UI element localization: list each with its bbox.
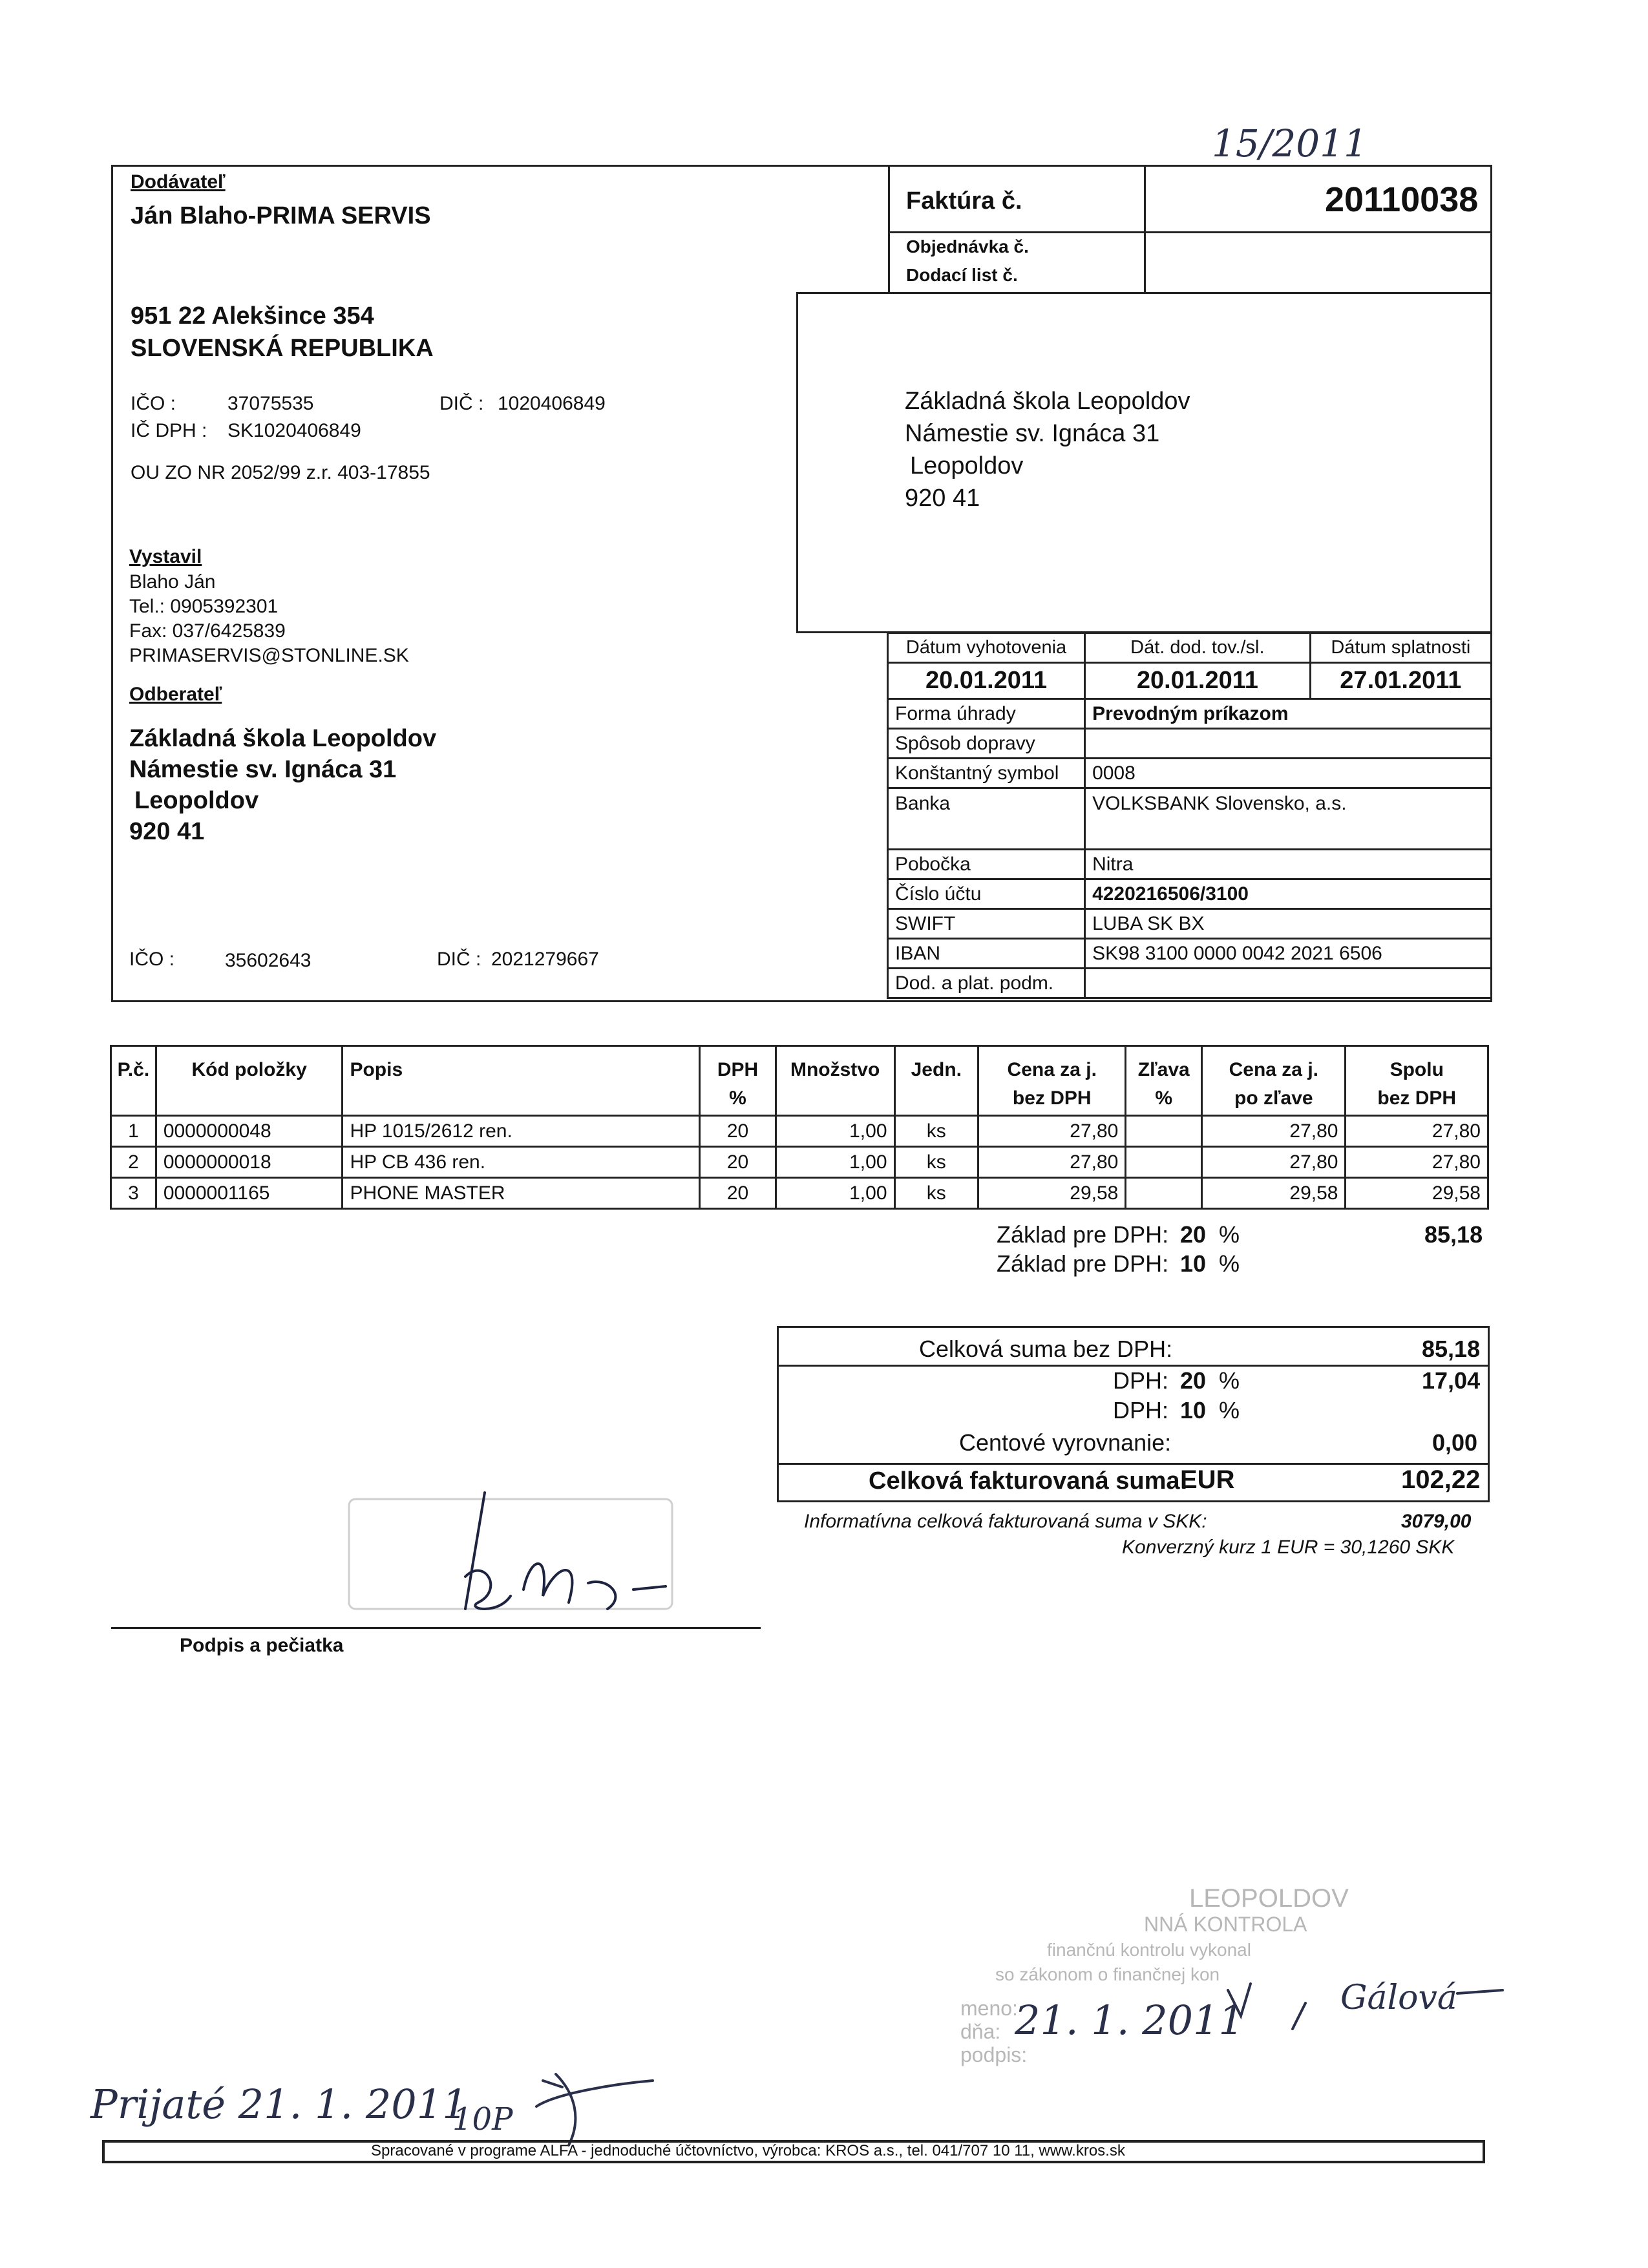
footer-text: Spracované v programe ALFA - jednoduché účtovníctvo, výrobca: KROS a.s., tel. 041/707 10 11, www.kros.sk bbox=[371, 2142, 1125, 2159]
payment-row: Dod. a plat. podm. bbox=[888, 969, 1492, 998]
col-header-code: Kód položky bbox=[156, 1046, 343, 1116]
delivery-date: 20.01.2011 bbox=[1085, 663, 1311, 699]
delivery-date-label: Dát. dod. tov./sl. bbox=[1085, 633, 1311, 663]
payment-row: Konštantný symbol 0008 bbox=[888, 759, 1492, 788]
handwritten-reference: 15/2011 bbox=[1212, 121, 1368, 165]
col-header-unit: Jedn. bbox=[894, 1046, 978, 1116]
grand-total-currency: EUR bbox=[1180, 1465, 1235, 1494]
tax-base-pct-1: % bbox=[1219, 1221, 1240, 1248]
col-header-vat: DPH % bbox=[700, 1046, 776, 1116]
customer-name: Základná škola Leopoldov bbox=[129, 725, 437, 752]
supplier-address-2: SLOVENSKÁ REPUBLIKA bbox=[131, 335, 434, 362]
customer-city: Leopoldov bbox=[134, 787, 259, 814]
due-date-label: Dátum splatnosti bbox=[1310, 633, 1491, 663]
recipient-line-2: Námestie sv. Ignáca 31 bbox=[905, 420, 1160, 447]
stamp-line-2: NNÁ KONTROLA bbox=[1144, 1913, 1307, 1936]
grand-total-value: 102,22 bbox=[1401, 1465, 1481, 1494]
stamp-podpis: podpis: bbox=[960, 2043, 1028, 2066]
col-header-qty: Množstvo bbox=[776, 1046, 894, 1116]
payment-info-table bbox=[887, 632, 1492, 999]
stamp-line-1: LEOPOLDOV bbox=[1189, 1884, 1349, 1913]
items-table bbox=[110, 1045, 1489, 1210]
col-header-price: Cena za j. bez DPH bbox=[978, 1046, 1126, 1116]
issued-by-email: PRIMASERVIS@STONLINE.SK bbox=[129, 645, 409, 666]
tax-base-rate-1: 20 bbox=[1180, 1221, 1207, 1248]
tax-base-label-2: Základ pre DPH: bbox=[997, 1250, 1169, 1277]
payment-row: Forma úhrady Prevodným príkazom bbox=[888, 699, 1492, 729]
recipient-line-4: 920 41 bbox=[905, 485, 980, 512]
issued-by-tel: Tel.: 0905392301 bbox=[129, 596, 279, 617]
issued-by-fax: Fax: 037/6425839 bbox=[129, 620, 286, 642]
issue-date-label: Dátum vyhotovenia bbox=[888, 633, 1085, 663]
customer-ico-label: IČO : bbox=[129, 949, 175, 970]
handwritten-check-name: Gálová bbox=[1340, 1979, 1457, 2017]
handwritten-marks bbox=[1215, 1977, 1512, 2035]
tax-base-value-1: 85,18 bbox=[1424, 1221, 1483, 1248]
tax-base-pct-2: % bbox=[1219, 1250, 1240, 1277]
payment-row: SWIFT LUBA SK BX bbox=[888, 909, 1492, 939]
due-date: 27.01.2011 bbox=[1310, 663, 1491, 699]
col-header-total: Spolu bez DPH bbox=[1346, 1046, 1488, 1116]
supplier-icdph: SK1020406849 bbox=[227, 420, 361, 441]
table-row: 2 0000000018 HP CB 436 ren. 20 1,00 ks 27,80 27,80 27,80 bbox=[111, 1147, 1488, 1178]
col-header-no: P.č. bbox=[111, 1046, 156, 1116]
supplier-register: OU ZO NR 2052/99 z.r. 403-17855 bbox=[131, 462, 430, 483]
total-ex-vat-label: Celková suma bez DPH: bbox=[919, 1336, 1173, 1362]
vat-rate-2: 10 bbox=[1180, 1397, 1207, 1423]
col-header-discount: Zľava % bbox=[1126, 1046, 1202, 1116]
vat-label-1: DPH: bbox=[1113, 1367, 1169, 1394]
payment-row: Banka VOLKSBANK Slovensko, a.s. bbox=[888, 788, 1492, 850]
vat-pct-2: % bbox=[1219, 1397, 1240, 1423]
table-row: 1 0000000048 HP 1015/2612 ren. 20 1,00 ks 27,80 27,80 27,80 bbox=[111, 1116, 1488, 1147]
payment-row: Spôsob dopravy bbox=[888, 729, 1492, 759]
skk-label: Informatívna celková fakturovaná suma v SKK: bbox=[804, 1511, 1207, 1532]
stamp-dna: dňa: bbox=[960, 2020, 1001, 2043]
supplier-ico: 37075535 bbox=[227, 393, 314, 414]
col-header-price-after: Cena za j. po zľave bbox=[1202, 1046, 1346, 1116]
supplier-signature-and-stamp bbox=[336, 1480, 698, 1622]
customer-ico: 35602643 bbox=[225, 950, 312, 971]
supplier-address-1: 951 22 Alekšince 354 bbox=[131, 302, 374, 330]
signature-line bbox=[111, 1627, 761, 1629]
col-header-desc: Popis bbox=[343, 1046, 700, 1116]
payment-row: Pobočka Nitra bbox=[888, 850, 1492, 879]
vat-label-2: DPH: bbox=[1113, 1397, 1169, 1423]
supplier-dic-label: DIČ : bbox=[439, 393, 484, 414]
grand-total-label: Celková fakturovaná suma: bbox=[869, 1467, 1188, 1495]
rounding-value: 0,00 bbox=[1432, 1429, 1478, 1456]
payment-row: IBAN SK98 3100 0000 0042 2021 6506 bbox=[888, 939, 1492, 969]
vat-rate-1: 20 bbox=[1180, 1367, 1207, 1394]
issued-by-name: Blaho Ján bbox=[129, 571, 216, 593]
conversion-rate-note: Konverzný kurz 1 EUR = 30,1260 SKK bbox=[1122, 1537, 1455, 1558]
handwritten-received-date: Prijaté 21. 1. 2011 bbox=[90, 2081, 468, 2128]
signature-label: Podpis a pečiatka bbox=[180, 1635, 344, 1656]
issue-date: 20.01.2011 bbox=[888, 663, 1085, 699]
customer-dic-label: DIČ : bbox=[437, 949, 481, 970]
recipient-line-1: Základná škola Leopoldov bbox=[905, 388, 1190, 415]
customer-dic: 2021279667 bbox=[491, 949, 599, 970]
recipient-box bbox=[796, 292, 1492, 633]
supplier-icdph-label: IČ DPH : bbox=[131, 420, 207, 441]
recipient-line-3: Leopoldov bbox=[910, 452, 1024, 479]
tax-base-label-1: Základ pre DPH: bbox=[997, 1221, 1169, 1248]
delivery-note-label: Dodací list č. bbox=[906, 265, 1018, 285]
total-ex-vat: 85,18 bbox=[1422, 1336, 1481, 1362]
skk-value: 3079,00 bbox=[1401, 1511, 1472, 1532]
table-row: 3 0000001165 PHONE MASTER 20 1,00 ks 29,58 29,58 29,58 bbox=[111, 1178, 1488, 1209]
vat-pct-1: % bbox=[1219, 1367, 1240, 1394]
customer-zip: 920 41 bbox=[129, 818, 205, 845]
invoice-label: Faktúra č. bbox=[906, 187, 1022, 215]
supplier-ico-label: IČO : bbox=[131, 393, 176, 414]
stamp-line-4: so zákonom o finančnej kon bbox=[995, 1964, 1220, 1984]
handwritten-initials bbox=[517, 2068, 659, 2152]
rounding-label: Centové vyrovnanie: bbox=[959, 1429, 1172, 1456]
vat-value-1: 17,04 bbox=[1422, 1367, 1481, 1394]
invoice-number: 20110038 bbox=[1325, 180, 1479, 219]
supplier-section-label: Dodávateľ bbox=[131, 171, 226, 193]
handwritten-check-date: 21. 1. 2011 bbox=[1015, 1997, 1244, 2044]
issued-by-label: Vystavil bbox=[129, 546, 202, 567]
handwritten-note: 10P bbox=[452, 2101, 513, 2137]
payment-row: Číslo účtu 4220216506/3100 bbox=[888, 879, 1492, 909]
tax-base-rate-2: 10 bbox=[1180, 1250, 1207, 1277]
stamp-meno: meno: bbox=[960, 1997, 1018, 2020]
supplier-dic: 1020406849 bbox=[498, 393, 606, 414]
stamp-line-3: finančnú kontrolu vykonal bbox=[1047, 1940, 1251, 1960]
customer-label: Odberateľ bbox=[129, 684, 222, 705]
supplier-name: Ján Blaho-PRIMA SERVIS bbox=[131, 202, 431, 229]
order-label: Objednávka č. bbox=[906, 236, 1029, 257]
customer-street: Námestie sv. Ignáca 31 bbox=[129, 756, 397, 783]
